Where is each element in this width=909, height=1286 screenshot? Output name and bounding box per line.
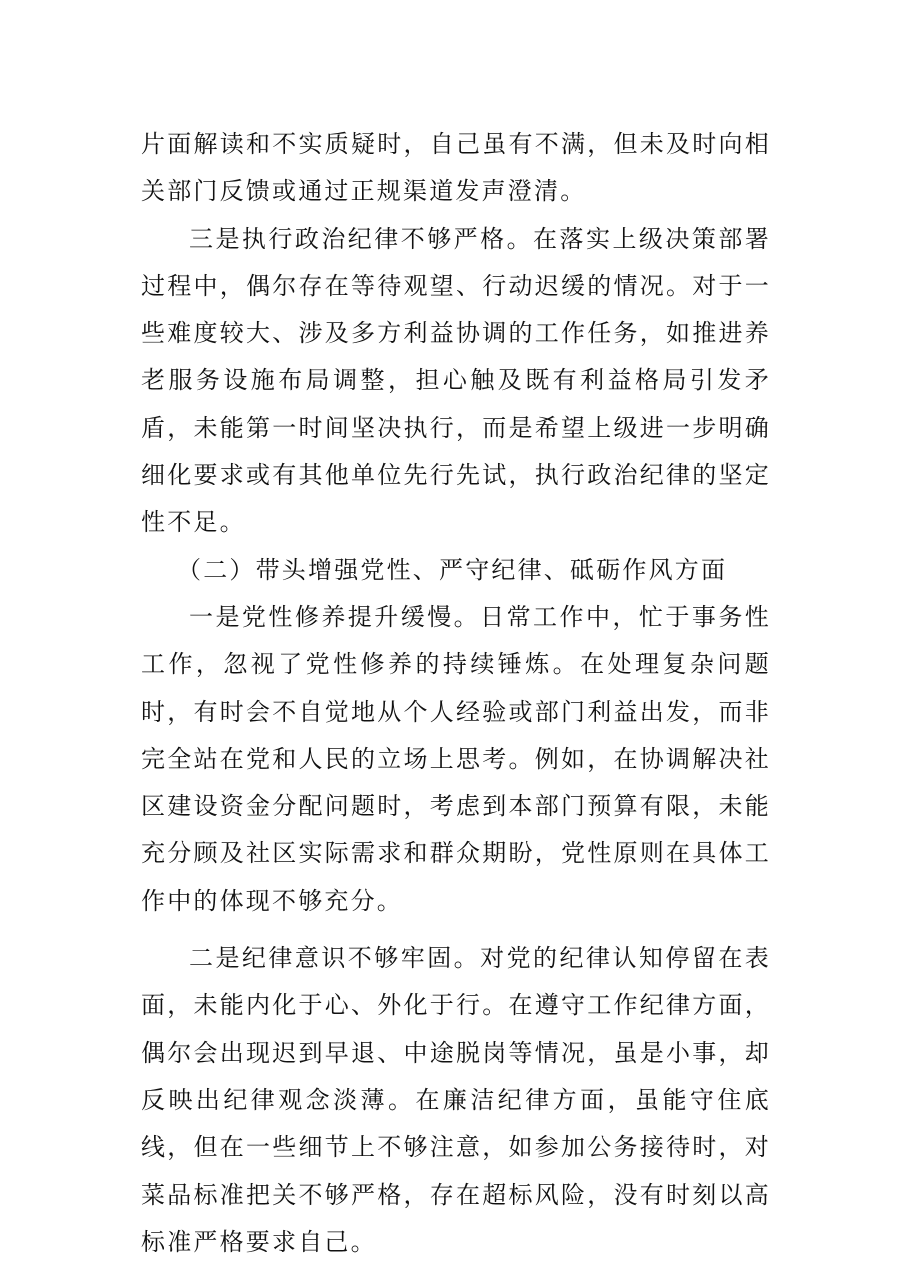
paragraph-discipline-awareness: 二是纪律意识不够牢固。对党的纪律认知停留在表面，未能内化于心、外化于行。在遵守工作纪律方面，偶尔会出现迟到早退、中途脱岗等情况，虽是小事，却反映出纪律观念淡薄。在廉洁纪律方面，虽能守住底线，但在一些细节上不够注意，如参加公务接待时，对菜品标准把关不够严格，存在超标风险，没有时刻以高标准严格要求自己。	[141, 944, 771, 1256]
paragraph-party-spirit: 一是党性修养提升缓慢。日常工作中，忙于事务性工作，忽视了党性修养的持续锤炼。在处理复杂问题时，有时会不自觉地从个人经验或部门利益出发，而非完全站在党和人民的立场上思考。例如，在协调解决社区建设资金分配问题时，考虑到本部门预算有限，未能充分顾及社区实际需求和群众期盼，党性原则在具体工作中的体现不够充分。	[141, 602, 771, 915]
paragraph-political-discipline: 三是执行政治纪律不够严格。在落实上级决策部署过程中，偶尔存在等待观望、行动迟缓的情况。对于一些难度较大、涉及多方利益协调的工作任务，如推进养老服务设施布局调整，担心触及既有利益格局引发矛盾，未能第一时间坚决执行，而是希望上级进一步明确细化要求或有其他单位先行先试，执行政治纪律的坚定性不足。	[141, 224, 771, 537]
paragraph-continuation: 片面解读和不实质疑时，自己虽有不满，但未及时向相关部门反馈或通过正规渠道发声澄清。	[141, 130, 771, 206]
section-heading: （二）带头增强党性、严守纪律、砥砺作风方面	[177, 555, 728, 584]
document-body	[141, 121, 771, 1266]
